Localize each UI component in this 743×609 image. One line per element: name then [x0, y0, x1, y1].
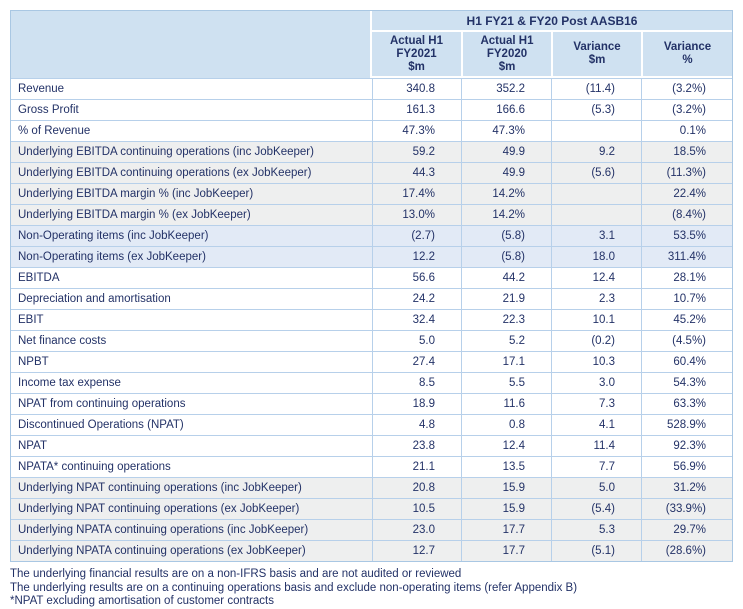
table-row [11, 330, 732, 351]
cell-actual-fy2020: 21.9 [461, 288, 551, 309]
cell-variance-pct: (8.4%) [641, 204, 732, 225]
cell-variance-pct: (11.3%) [641, 162, 732, 183]
cell-actual-fy2020: 12.4 [461, 435, 551, 456]
cell-actual-fy2020: 17.1 [461, 351, 551, 372]
row-label: Underlying EBITDA continuing operations (ex JobKeeper) [11, 162, 372, 183]
row-label: Net finance costs [11, 330, 372, 351]
column-header-line: Actual H1 [480, 34, 534, 47]
row-label: Underlying EBITDA margin % (inc JobKeeper) [11, 183, 372, 204]
cell-actual-fy2021: 47.3% [372, 120, 461, 141]
cell-variance-m: (5.1) [551, 540, 641, 561]
cell-variance-pct: 10.7% [641, 288, 732, 309]
table-row [11, 162, 732, 183]
cell-variance-m: 3.0 [551, 372, 641, 393]
cell-actual-fy2020: 166.6 [461, 99, 551, 120]
cell-actual-fy2020: 5.5 [461, 372, 551, 393]
table-row [11, 477, 732, 498]
column-header-line: $m [588, 54, 606, 66]
cell-actual-fy2020: 17.7 [461, 519, 551, 540]
cell-actual-fy2021: 56.6 [372, 267, 461, 288]
cell-actual-fy2021: 20.8 [372, 477, 461, 498]
cell-actual-fy2021: 44.3 [372, 162, 461, 183]
cell-variance-pct: 54.3% [641, 372, 732, 393]
cell-actual-fy2021: 27.4 [372, 351, 461, 372]
cell-actual-fy2020: 5.2 [461, 330, 551, 351]
table-row [11, 267, 732, 288]
cell-actual-fy2021: 5.0 [372, 330, 461, 351]
cell-variance-m: 3.1 [551, 225, 641, 246]
row-label: Underlying NPAT continuing operations (inc JobKeeper) [11, 477, 372, 498]
table-row [11, 288, 732, 309]
row-label: Discontinued Operations (NPAT) [11, 414, 372, 435]
cell-actual-fy2020: 49.9 [461, 162, 551, 183]
cell-variance-m: (5.4) [551, 498, 641, 519]
cell-actual-fy2020: 15.9 [461, 498, 551, 519]
cell-variance-pct: 0.1% [641, 120, 732, 141]
table-row [11, 120, 732, 141]
cell-actual-fy2021: 340.8 [372, 78, 461, 99]
cell-variance-m [551, 183, 641, 204]
column-header-line: Variance [663, 41, 712, 53]
table-row [11, 99, 732, 120]
table-row [11, 372, 732, 393]
table-row [11, 414, 732, 435]
table-row [11, 351, 732, 372]
cell-actual-fy2021: 23.0 [372, 519, 461, 540]
footnote: The underlying results are on a continuing operations basis and exclude non-operating items (refer Appendix B) [10, 581, 578, 594]
cell-actual-fy2021: 24.2 [372, 288, 461, 309]
cell-variance-m: 5.0 [551, 477, 641, 498]
table-row [11, 204, 732, 225]
cell-variance-m: 11.4 [551, 435, 641, 456]
footnote: *NPAT excluding amortisation of customer contracts [10, 595, 274, 607]
table-row [11, 246, 732, 267]
cell-actual-fy2020: 17.7 [461, 540, 551, 561]
row-label: Underlying NPATA continuing operations (ex JobKeeper) [11, 540, 372, 561]
cell-variance-m: (0.2) [551, 330, 641, 351]
row-label: Underlying EBITDA margin % (ex JobKeeper) [11, 204, 372, 225]
row-label: NPAT [11, 435, 372, 456]
cell-variance-pct: 22.4% [641, 183, 732, 204]
cell-variance-pct: (3.2%) [641, 78, 732, 99]
cell-variance-m: 12.4 [551, 267, 641, 288]
cell-variance-pct: 63.3% [641, 393, 732, 414]
cell-variance-m: 2.3 [551, 288, 641, 309]
table-row [11, 540, 732, 561]
cell-variance-pct: 18.5% [641, 141, 732, 162]
row-label: Underlying EBITDA continuing operations (inc JobKeeper) [11, 141, 372, 162]
footnote: The underlying financial results are on a non-IFRS basis and are not audited or reviewed [10, 568, 462, 580]
row-label: Underlying NPATA continuing operations (inc JobKeeper) [11, 519, 372, 540]
cell-variance-pct: 31.2% [641, 477, 732, 498]
row-label: EBIT [11, 309, 372, 330]
cell-variance-m: 7.7 [551, 456, 641, 477]
table-row [11, 78, 732, 99]
cell-actual-fy2020: 22.3 [461, 309, 551, 330]
column-header-variance-m [551, 32, 641, 78]
column-header-line: FY2021 [396, 47, 437, 60]
cell-actual-fy2021: 12.7 [372, 540, 461, 561]
cell-variance-m: 5.3 [551, 519, 641, 540]
cell-actual-fy2020: 14.2% [461, 183, 551, 204]
cell-variance-pct: (3.2%) [641, 99, 732, 120]
group-header: H1 FY21 & FY20 Post AASB16 [372, 11, 732, 32]
column-header-line: FY2020 [486, 47, 528, 60]
corner-cell [11, 11, 372, 78]
cell-variance-m: 4.1 [551, 414, 641, 435]
footnotes [10, 568, 733, 609]
cell-variance-pct: 528.9% [641, 414, 732, 435]
row-label: EBITDA [11, 267, 372, 288]
row-label: NPAT from continuing operations [11, 393, 372, 414]
row-label: % of Revenue [11, 120, 372, 141]
cell-actual-fy2020: 14.2% [461, 204, 551, 225]
cell-actual-fy2020: (5.8) [461, 225, 551, 246]
cell-actual-fy2021: 59.2 [372, 141, 461, 162]
table-row [11, 393, 732, 414]
cell-variance-m: 10.1 [551, 309, 641, 330]
cell-actual-fy2021: 13.0% [372, 204, 461, 225]
table-row [11, 183, 732, 204]
cell-actual-fy2021: 161.3 [372, 99, 461, 120]
table-row [11, 498, 732, 519]
cell-actual-fy2021: 23.8 [372, 435, 461, 456]
cell-actual-fy2021: 17.4% [372, 183, 461, 204]
cell-actual-fy2021: 12.2 [372, 246, 461, 267]
row-label: NPBT [11, 351, 372, 372]
cell-actual-fy2020: 49.9 [461, 141, 551, 162]
column-header-line: Variance [573, 41, 621, 53]
column-header-line: $m [408, 60, 425, 73]
cell-variance-m: (5.3) [551, 99, 641, 120]
table-row [11, 225, 732, 246]
table-row [11, 456, 732, 477]
cell-actual-fy2021: 4.8 [372, 414, 461, 435]
cell-variance-pct: 53.5% [641, 225, 732, 246]
cell-variance-pct: 311.4% [641, 246, 732, 267]
row-label: Income tax expense [11, 372, 372, 393]
column-header-line: % [682, 54, 693, 66]
cell-actual-fy2021: 10.5 [372, 498, 461, 519]
cell-actual-fy2020: (5.8) [461, 246, 551, 267]
group-header-row [11, 11, 732, 32]
row-label: Non-Operating items (ex JobKeeper) [11, 246, 372, 267]
row-label: Depreciation and amortisation [11, 288, 372, 309]
row-label: Gross Profit [11, 99, 372, 120]
row-label: Non-Operating items (inc JobKeeper) [11, 225, 372, 246]
cell-variance-pct: 29.7% [641, 519, 732, 540]
column-header-variance-pct [641, 32, 732, 78]
row-label: Underlying NPAT continuing operations (ex JobKeeper) [11, 498, 372, 519]
cell-actual-fy2020: 0.8 [461, 414, 551, 435]
cell-actual-fy2020: 44.2 [461, 267, 551, 288]
cell-actual-fy2020: 15.9 [461, 477, 551, 498]
cell-variance-m: 7.3 [551, 393, 641, 414]
table-row [11, 141, 732, 162]
column-header-line: $m [498, 60, 516, 73]
cell-variance-pct: 60.4% [641, 351, 732, 372]
cell-variance-m: 9.2 [551, 141, 641, 162]
row-label: NPATA* continuing operations [11, 456, 372, 477]
cell-actual-fy2021: 32.4 [372, 309, 461, 330]
cell-actual-fy2020: 11.6 [461, 393, 551, 414]
table-row [11, 309, 732, 330]
column-header-actual-fy2020 [461, 32, 551, 78]
table-row [11, 435, 732, 456]
cell-actual-fy2020: 13.5 [461, 456, 551, 477]
financial-results-table [10, 10, 733, 562]
cell-variance-pct: 92.3% [641, 435, 732, 456]
cell-actual-fy2021: (2.7) [372, 225, 461, 246]
cell-variance-pct: 28.1% [641, 267, 732, 288]
cell-actual-fy2021: 8.5 [372, 372, 461, 393]
cell-variance-pct: (33.9%) [641, 498, 732, 519]
column-header-actual-fy2021 [372, 32, 461, 78]
cell-variance-m: 18.0 [551, 246, 641, 267]
cell-variance-pct: (28.6%) [641, 540, 732, 561]
cell-actual-fy2020: 47.3% [461, 120, 551, 141]
row-label: Revenue [11, 78, 372, 99]
cell-variance-pct: 56.9% [641, 456, 732, 477]
cell-variance-pct: (4.5%) [641, 330, 732, 351]
cell-actual-fy2021: 18.9 [372, 393, 461, 414]
cell-variance-pct: 45.2% [641, 309, 732, 330]
cell-variance-m: 10.3 [551, 351, 641, 372]
cell-variance-m [551, 204, 641, 225]
cell-variance-m: (5.6) [551, 162, 641, 183]
cell-actual-fy2021: 21.1 [372, 456, 461, 477]
column-header-line: Actual H1 [389, 34, 444, 47]
cell-actual-fy2020: 352.2 [461, 78, 551, 99]
cell-variance-m: (11.4) [551, 78, 641, 99]
table-row [11, 519, 732, 540]
cell-variance-m [551, 120, 641, 141]
